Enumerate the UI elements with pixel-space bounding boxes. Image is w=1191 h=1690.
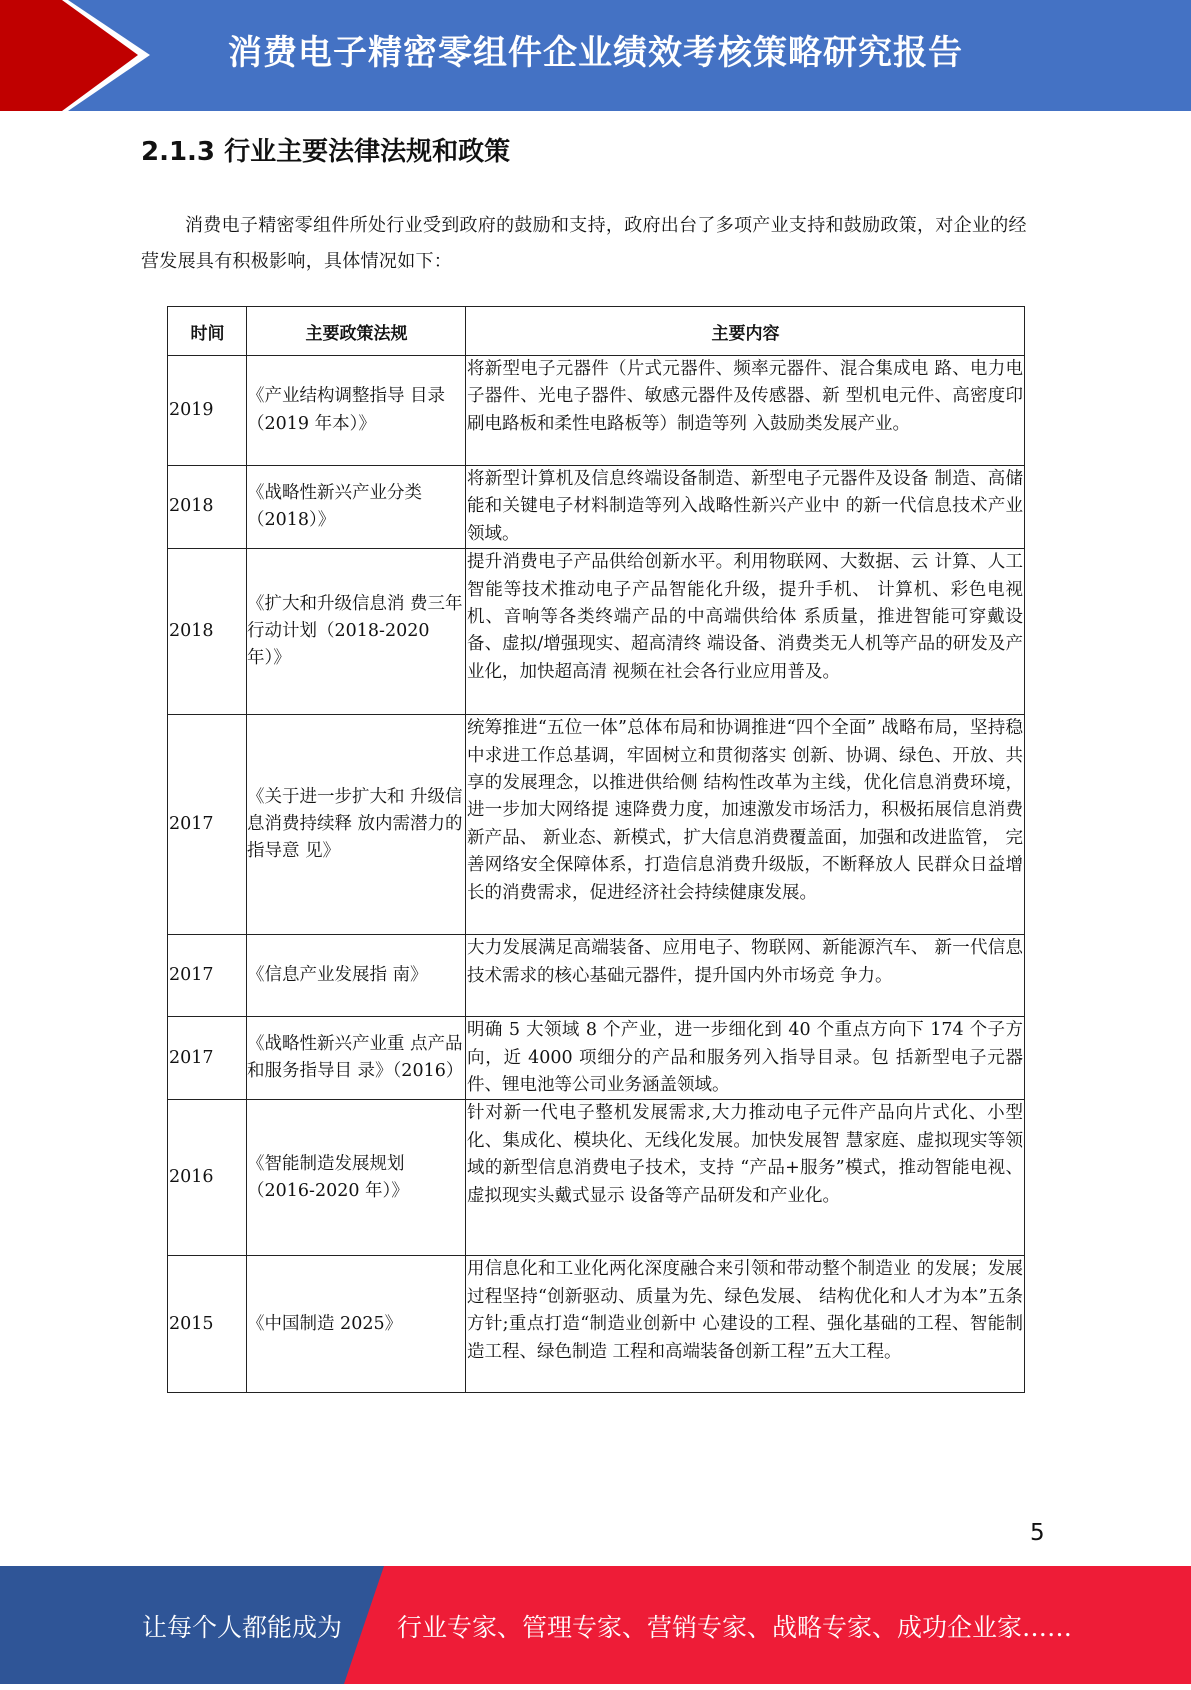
row-policy: 《战略性新兴产业分类（2018）》 <box>247 466 466 549</box>
intro-paragraph: 消费电子精密零组件所处行业受到政府的鼓励和支持，政府出台了多项产业支持和鼓励政策，对企业的经营发展具有积极影响，具体情况如下： <box>141 215 1027 272</box>
row-year: 2016 <box>168 1100 247 1256</box>
row-content: 统筹推进“五位一体”总体布局和协调推进“四个全面” 战略布局，坚持稳中求进工作总基调，牢固树立和贯彻落实 创新、协调、绿色、开放、共享的发展理念，以推进供给侧 结构性改革为主线，优化信息消费环境，进一步加大网络提 速降费力度，加速激发市场活力，积极拓展信息消费新产品、 新业态、新模式，扩大信息消费覆盖面，加强和改进监管， 完善网络安全保障体系，打造信息消费升级版，不断释放人 民群众日益增长的消费需求，促进经济社会持续健康发展。 <box>466 715 1025 935</box>
row-content: 明确 5 大领域 8 个产业，进一步细化到 40 个重点方向下 174 个子方向，近 4000 项细分的产品和服务列入指导目录。包 括新型电子元器件、锂电池等公司业务涵盖领域。 <box>466 1017 1025 1100</box>
table-row <box>168 549 1025 715</box>
row-year: 2015 <box>168 1256 247 1393</box>
row-year: 2018 <box>168 466 247 549</box>
table-row <box>168 715 1025 935</box>
table-row <box>168 466 1025 549</box>
row-policy: 《信息产业发展指 南》 <box>247 935 466 1017</box>
page-header <box>0 0 1191 111</box>
row-policy: 《智能制造发展规划（2016-2020 年）》 <box>247 1100 466 1256</box>
row-content: 提升消费电子产品供给创新水平。利用物联网、大数据、云 计算、人工智能等技术推动电子产品智能化升级，提升手机、 计算机、彩色电视机、音响等各类终端产品的中高端供给体 系质量，推进智能可穿戴设备、虚拟/增强现实、超高清终 端设备、消费类无人机等产品的研发及产业化，加快超高清 视频在社会各行业应用普及。 <box>466 549 1025 715</box>
row-policy: 《中国制造 2025》 <box>247 1256 466 1393</box>
row-policy: 《战略性新兴产业重 点产品和服务指导目 录》（2016） <box>247 1017 466 1100</box>
page-footer <box>0 1566 1191 1684</box>
footer-slogan-left: 让每个人都能成为 <box>142 1613 343 1642</box>
header-content: 主要内容 <box>466 307 1025 356</box>
page-number: 5 <box>1030 1520 1045 1546</box>
row-year: 2017 <box>168 935 247 1017</box>
row-policy: 《扩大和升级信息消 费三年行动计划（2018-2020 年）》 <box>247 549 466 715</box>
policy-table <box>167 306 1025 1393</box>
table-row <box>168 1017 1025 1100</box>
report-title: 消费电子精密零组件企业绩效考核策略研究报告 <box>228 33 963 73</box>
header-time: 时间 <box>168 307 247 356</box>
section-heading: 2.1.3 行业主要法律法规和政策 <box>141 137 511 167</box>
row-policy: 《产业结构调整指导 目录（2019 年本）》 <box>247 356 466 466</box>
table-row <box>168 1100 1025 1256</box>
header-policy: 主要政策法规 <box>247 307 466 356</box>
row-content: 针对新一代电子整机发展需求,大力推动电子元件产品向片式化、小型化、集成化、模块化、无线化发展。加快发展智 慧家庭、虚拟现实等领域的新型信息消费电子技术，支持 “产品+服务”模式，推动智能电视、虚拟现实头戴式显示 设备等产品研发和产业化。 <box>466 1100 1025 1256</box>
footer-slogan-right: 行业专家、管理专家、营销专家、战略专家、成功企业家…… <box>397 1613 1073 1642</box>
table-row <box>168 935 1025 1017</box>
row-content: 用信息化和工业化两化深度融合来引领和带动整个制造业 的发展；发展过程坚持“创新驱动、质量为先、绿色发展、 结构优化和人才为本”五条方针;重点打造“制造业创新中 心建设的工程、强化基础的工程、智能制造工程、绿色制造 工程和高端装备创新工程”五大工程。 <box>466 1256 1025 1393</box>
row-year: 2017 <box>168 1017 247 1100</box>
table-header-row <box>168 307 1025 356</box>
table-row <box>168 1256 1025 1393</box>
row-content: 将新型电子元器件（片式元器件、频率元器件、混合集成电 路、电力电子器件、光电子器件、敏感元器件及传感器、新 型机电元件、高密度印刷电路板和柔性电路板等）制造等列 入鼓励类发展产业。 <box>466 356 1025 466</box>
row-policy: 《关于进一步扩大和 升级信息消费持续释 放内需潜力的指导意 见》 <box>247 715 466 935</box>
row-content: 大力发展满足高端装备、应用电子、物联网、新能源汽车、 新一代信息技术需求的核心基础元器件，提升国内外市场竞 争力。 <box>466 935 1025 1017</box>
row-year: 2017 <box>168 715 247 935</box>
row-year: 2019 <box>168 356 247 466</box>
table-row <box>168 356 1025 466</box>
row-content: 将新型计算机及信息终端设备制造、新型电子元器件及设备 制造、高储能和关键电子材料制造等列入战略性新兴产业中 的新一代信息技术产业领域。 <box>466 466 1025 549</box>
row-year: 2018 <box>168 549 247 715</box>
